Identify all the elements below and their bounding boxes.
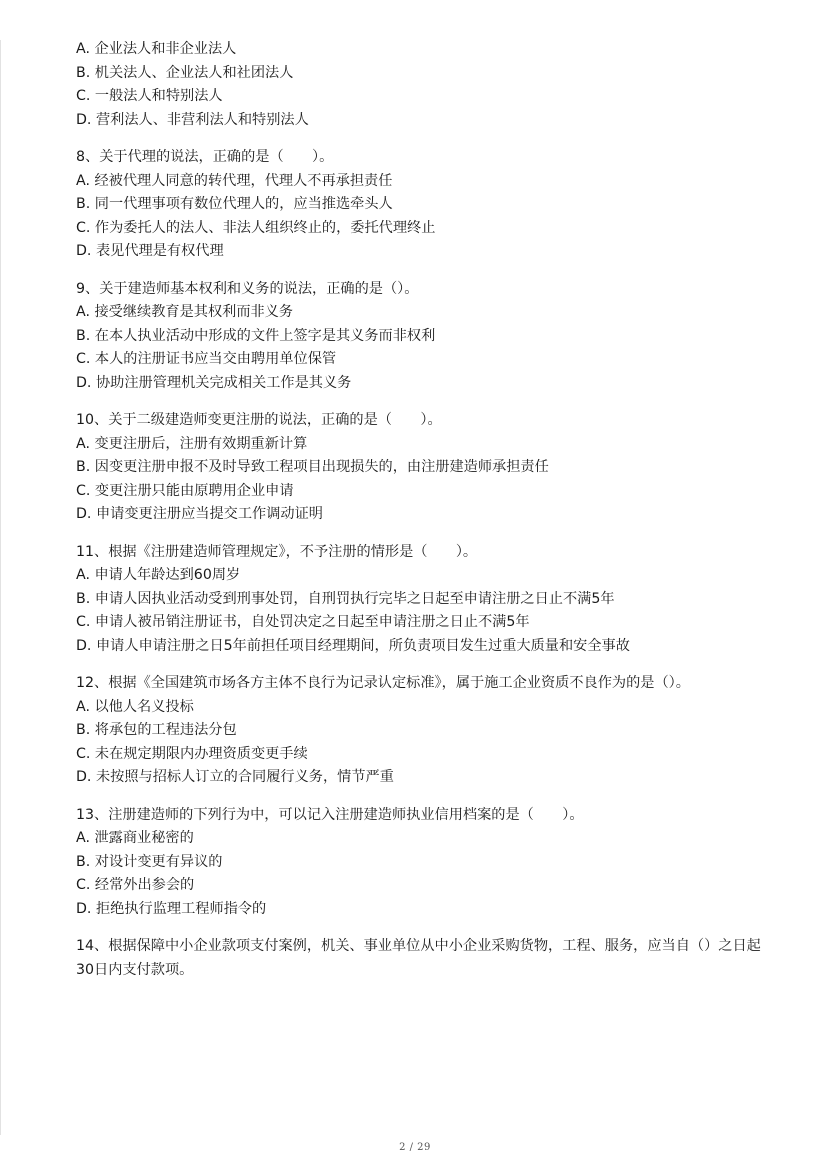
- question-11: [76, 541, 766, 659]
- option-a: A. 泄露商业秘密的: [76, 830, 194, 846]
- question-text: 11、根据《注册建造师管理规定》，不予注册的情形是（ ）。: [76, 543, 478, 560]
- option-b: B. 在本人执业活动中形成的文件上签字是其义务而非权利: [76, 327, 436, 344]
- option-d: D. 协助注册管理机关完成相关工作是其义务: [76, 374, 352, 391]
- option-c: C. 本人的注册证书应当交由聘用单位保管: [76, 351, 337, 367]
- option-c: C. 变更注册只能由原聘用企业申请: [76, 482, 294, 499]
- document-content: [76, 38, 766, 996]
- question-text: 9、关于建造师基本权利和义务的说法，正确的是（）。: [76, 280, 419, 297]
- question-7-options: [76, 38, 766, 132]
- question-13: [76, 804, 766, 922]
- option-b: B. 申请人因执业活动受到刑事处罚，自刑罚执行完毕之日起至申请注册之日止不满5年: [76, 590, 615, 607]
- page-number-indicator: 2 / 29: [399, 1142, 431, 1153]
- question-text: 14、根据保障中小企业款项支付案例，机关、事业单位从中小企业采购货物，工程、服务，应当自（）之日起30日内支付款项。: [76, 938, 761, 978]
- option-c: C. 作为委托人的法人、非法人组织终止的，委托代理终止: [76, 219, 436, 236]
- question-10: [76, 409, 766, 527]
- question-text: 10、关于二级建造师变更注册的说法，正确的是（ ）。: [76, 412, 442, 428]
- option-a: A. 以他人名义投标: [76, 698, 194, 715]
- option-d: D. 申请变更注册应当提交工作调动证明: [76, 506, 323, 522]
- option-c: C. 经常外出参会的: [76, 877, 195, 893]
- option-d: D. 拒绝执行监理工程师指令的: [76, 900, 267, 917]
- page-left-border: [0, 40, 1, 1135]
- option-d: D. 未按照与招标人订立的合同履行义务，情节严重: [76, 769, 394, 785]
- option-d: D. 营利法人、非营利法人和特别法人: [76, 111, 309, 128]
- option-c: C. 一般法人和特别法人: [76, 88, 223, 104]
- question-14: [76, 935, 766, 982]
- question-8: [76, 146, 766, 264]
- option-b: B. 同一代理事项有数位代理人的，应当推选牵头人: [76, 196, 393, 212]
- option-a: A. 申请人年龄达到60周岁: [76, 567, 241, 583]
- question-text: 13、注册建造师的下列行为中，可以记入注册建造师执业信用档案的是（ ）。: [76, 806, 584, 823]
- question-12: [76, 672, 766, 790]
- option-c: C. 申请人被吊销注册证书，自处罚决定之日起至申请注册之日止不满5年: [76, 614, 530, 630]
- option-a: A. 企业法人和非企业法人: [76, 41, 237, 57]
- question-text: 12、根据《全国建筑市场各方主体不良行为记录认定标准》，属于施工企业资质不良作为的是（）。: [76, 675, 690, 691]
- option-a: A. 经被代理人同意的转代理，代理人不再承担责任: [76, 172, 393, 189]
- option-d: D. 申请人申请注册之日5年前担任项目经理期间，所负责项目发生过重大质量和安全事故: [76, 637, 630, 654]
- option-b: B. 对设计变更有异议的: [76, 853, 223, 870]
- option-a: A. 接受继续教育是其权利而非义务: [76, 304, 294, 320]
- question-9: [76, 278, 766, 396]
- option-b: B. 将承包的工程违法分包: [76, 722, 237, 738]
- question-text: 8、关于代理的说法，正确的是（ ）。: [76, 149, 334, 165]
- option-b: B. 机关法人、企业法人和社团法人: [76, 64, 294, 81]
- option-d: D. 表见代理是有权代理: [76, 243, 224, 259]
- option-a: A. 变更注册后，注册有效期重新计算: [76, 435, 308, 452]
- option-c: C. 未在规定期限内办理资质变更手续: [76, 745, 308, 762]
- option-b: B. 因变更注册申报不及时导致工程项目出现损失的，由注册建造师承担责任: [76, 459, 549, 475]
